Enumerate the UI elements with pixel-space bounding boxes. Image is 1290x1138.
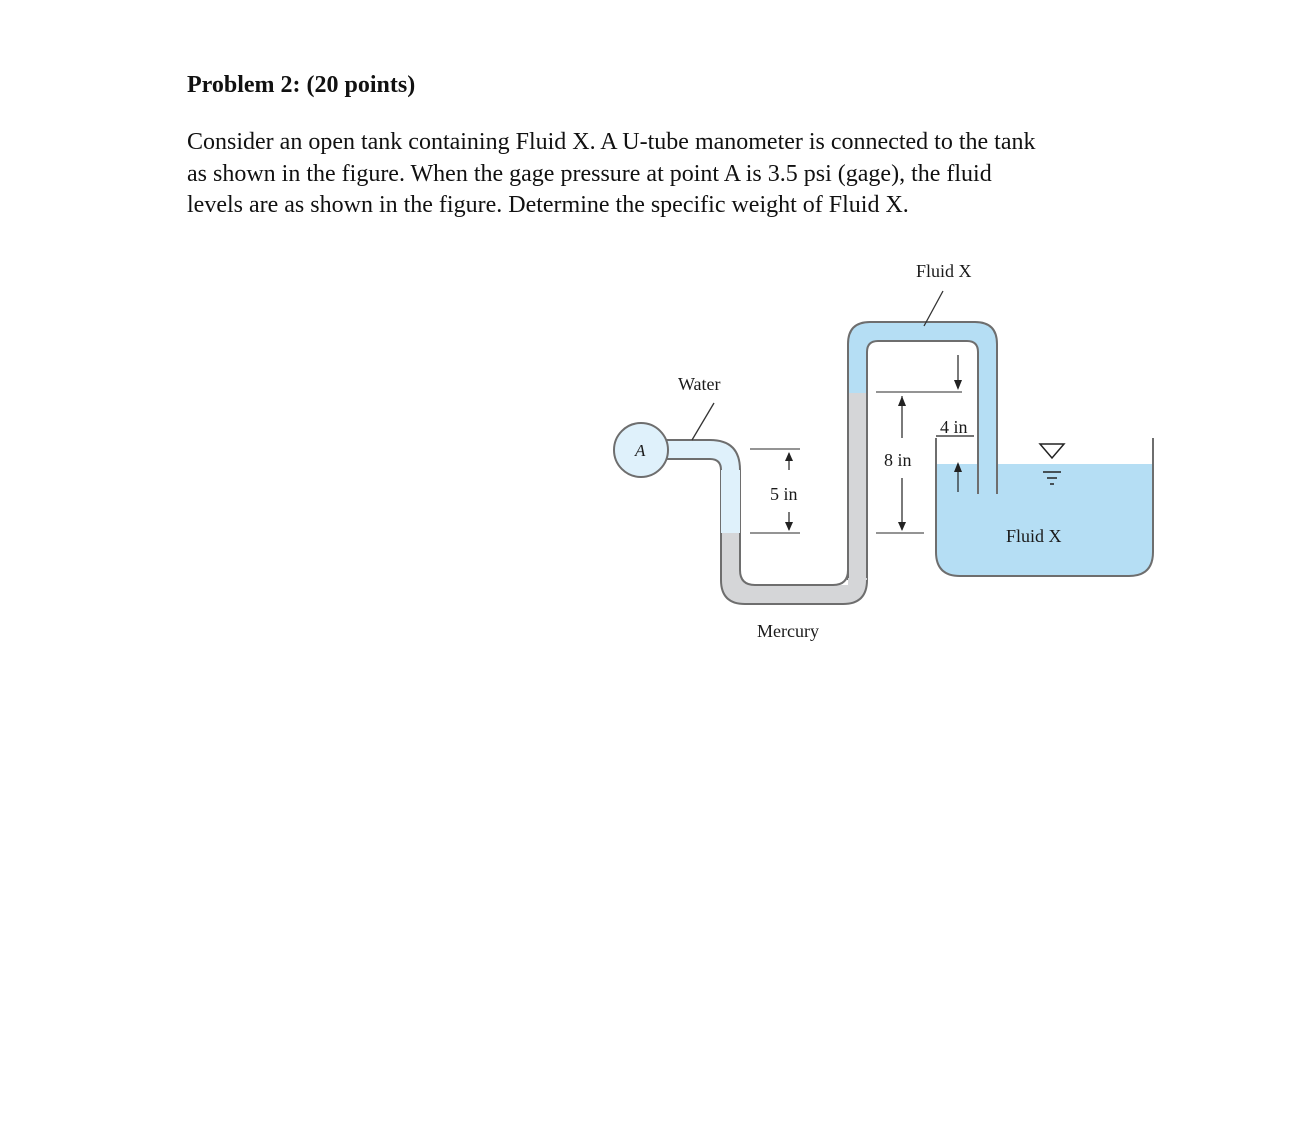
label-mercury: Mercury: [757, 621, 819, 641]
point-a-vessel: [614, 423, 668, 477]
tank-fluid-x: [936, 464, 1153, 576]
problem-line-2: as shown in the figure. When the gage pressure at point A is 3.5 psi (gage), the fluid: [187, 160, 992, 187]
label-water: Water: [678, 374, 721, 394]
problem-line-1: Consider an open tank containing Fluid X. A U-tube manometer is connected to the tank: [187, 129, 1036, 155]
problem-heading: Problem 2: (20 points): [187, 72, 416, 98]
leader-water: [692, 403, 714, 440]
label-fluid-x-tank: Fluid X: [1006, 526, 1062, 546]
water-pipe-lower-wall: [660, 459, 721, 470]
label-8in: 8 in: [884, 450, 912, 470]
label-5in: 5 in: [770, 484, 798, 504]
point-a-label: A: [635, 441, 646, 460]
water-pipe-fill: [660, 440, 740, 533]
problem-line-3: levels are as shown in the figure. Determine the specific weight of Fluid X.: [187, 192, 909, 218]
right-leg-mercury: [848, 393, 867, 578]
label-4in: 4 in: [940, 417, 968, 437]
label-fluid-x-tube: Fluid X: [916, 261, 972, 281]
open-tank: [936, 438, 1153, 576]
water-pipe: [660, 440, 740, 533]
bottom-u-mercury: [721, 533, 867, 604]
leader-lines: [692, 291, 943, 440]
leader-fluid-x: [924, 291, 943, 326]
